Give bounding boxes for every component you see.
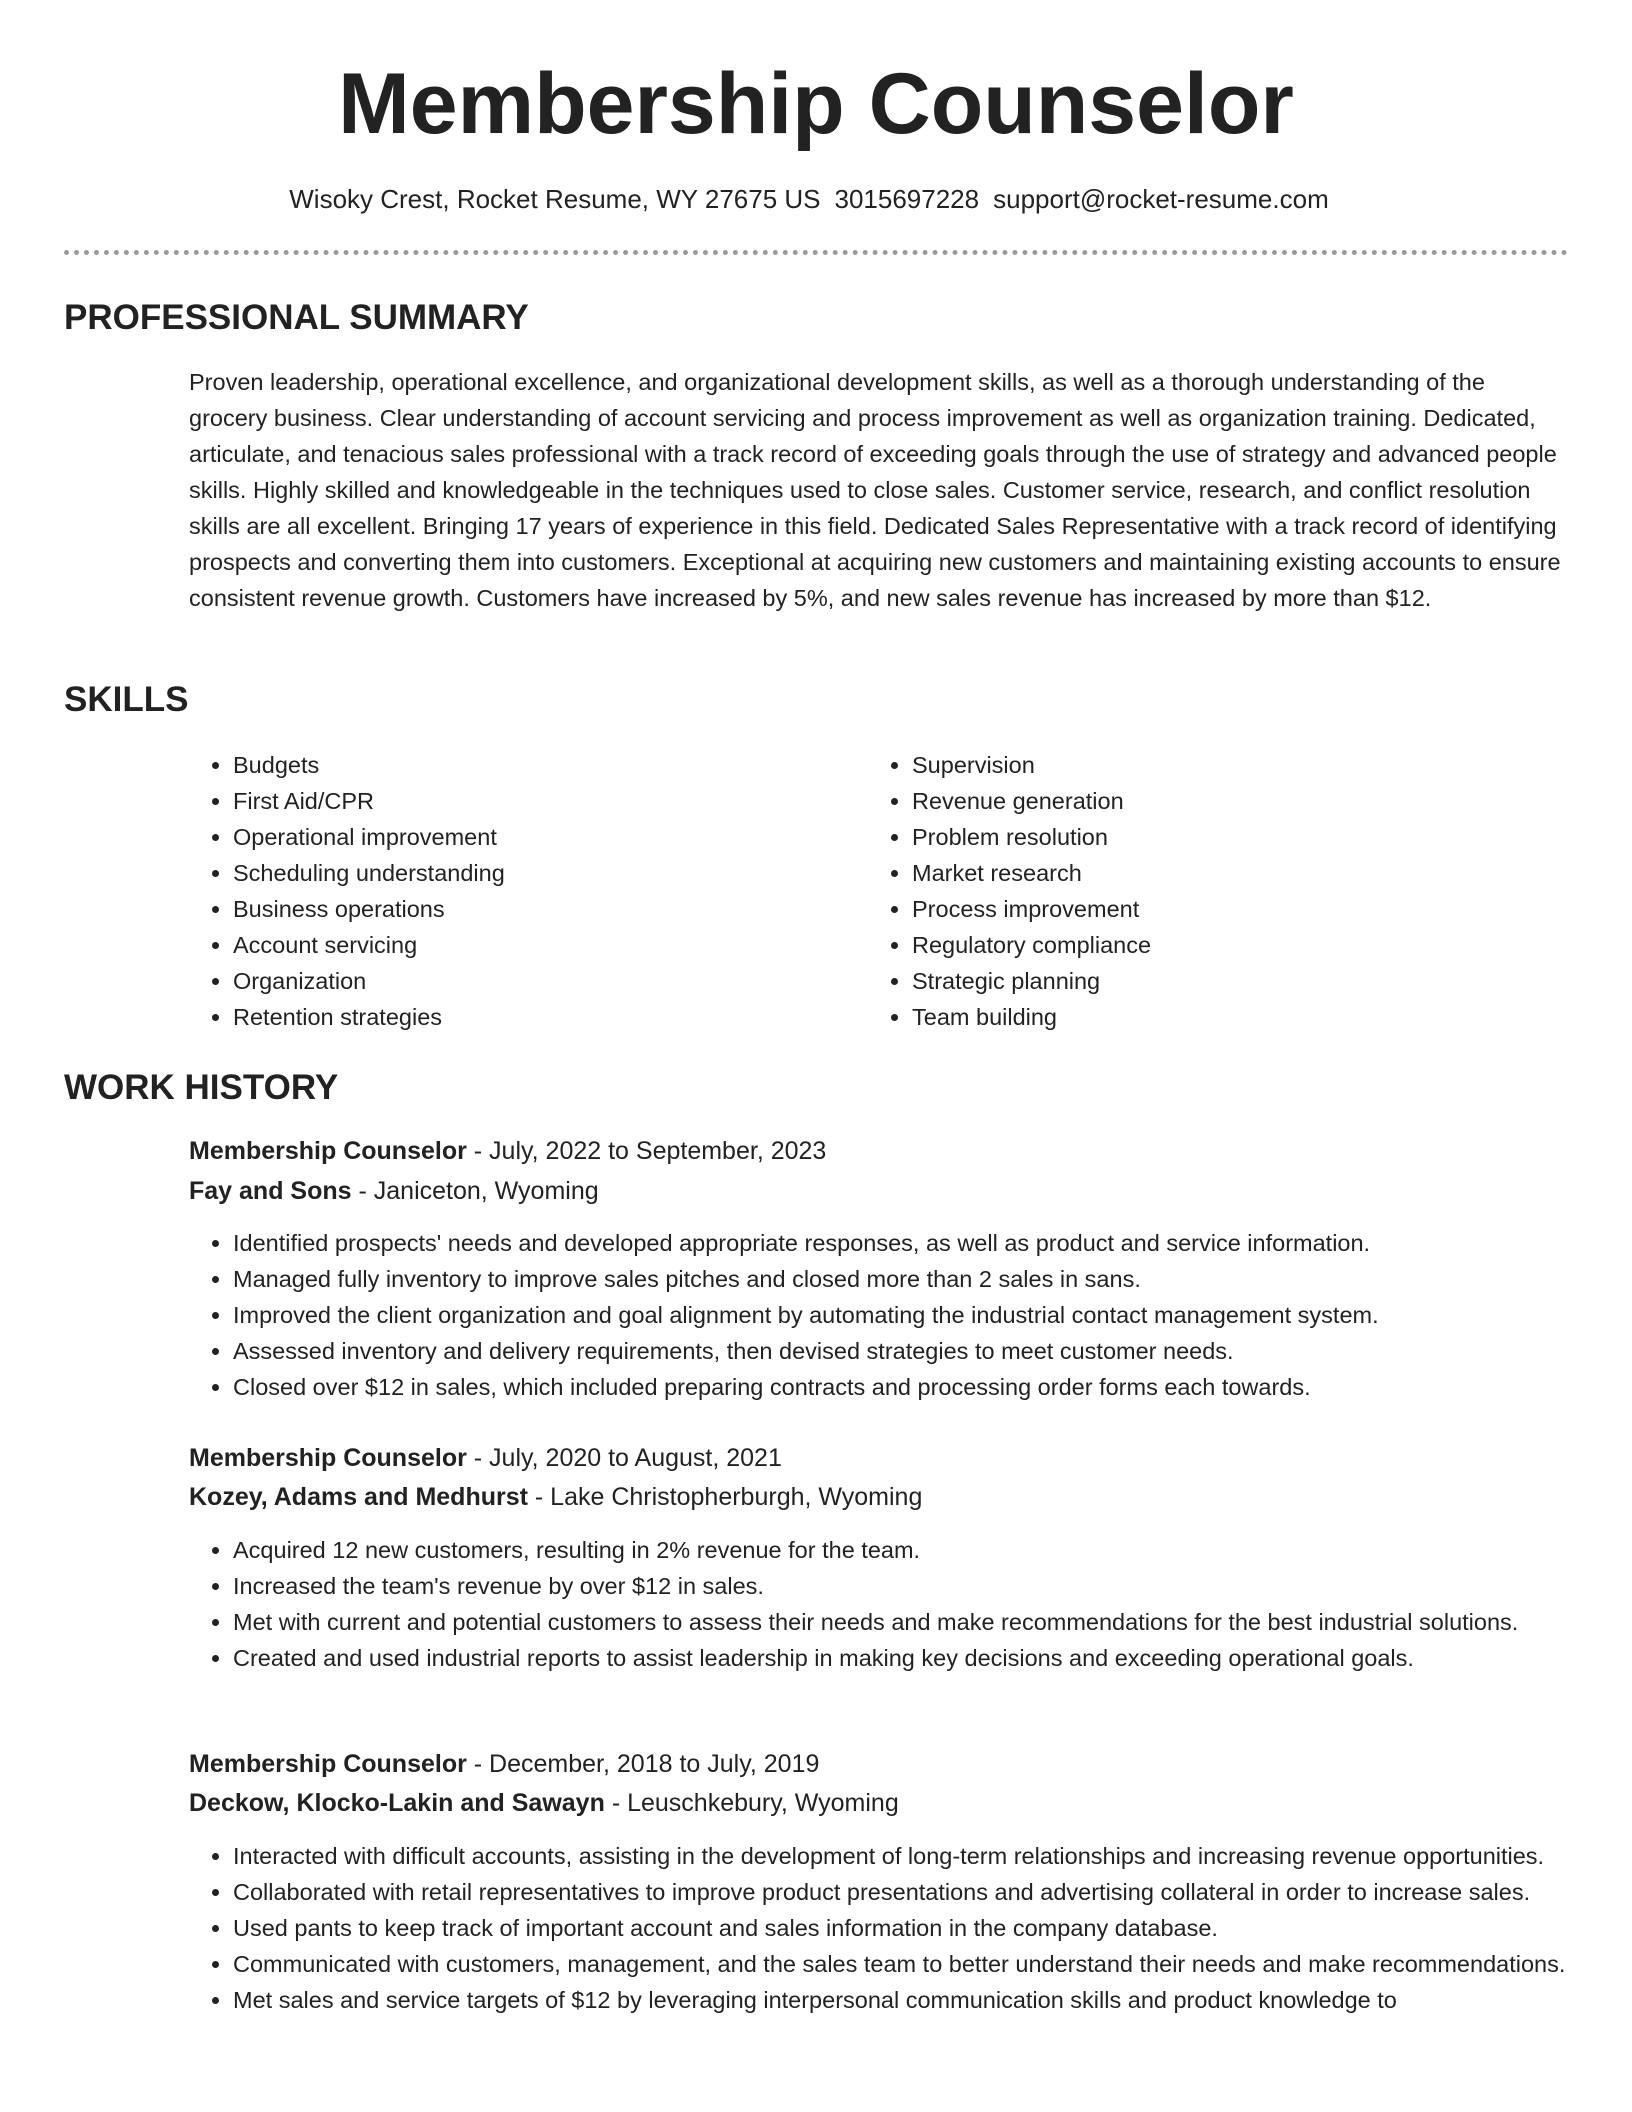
job-bullet: • Communicated with customers, management, and the sales team to better understand their needs and make recommendations. bbox=[233, 1946, 1569, 1982]
skills-heading: SKILLS bbox=[64, 680, 189, 719]
job-company: Kozey, Adams and Medhurst bbox=[189, 1483, 528, 1511]
job-title: Membership Counselor bbox=[189, 1444, 467, 1472]
job-bullet: • Managed fully inventory to improve sales pitches and closed more than 2 sales in sans. bbox=[233, 1261, 1569, 1297]
summary-heading: PROFESSIONAL SUMMARY bbox=[64, 298, 529, 337]
skill-item: • Supervision bbox=[912, 747, 1508, 783]
job-dates: - July, 2022 to September, 2023 bbox=[473, 1137, 827, 1165]
job-title-line bbox=[189, 1746, 819, 1782]
job-location: - Janiceton, Wyoming bbox=[358, 1177, 599, 1205]
job-title: Membership Counselor bbox=[189, 1137, 467, 1165]
job-bullet: • Used pants to keep track of important account and sales information in the company database. bbox=[233, 1910, 1569, 1946]
skill-item: • Revenue generation bbox=[912, 783, 1508, 819]
skill-item: • Regulatory compliance bbox=[912, 927, 1508, 963]
skills-list-left bbox=[189, 747, 829, 1035]
job-title: Membership Counselor bbox=[189, 1750, 467, 1778]
job-location: - Lake Christopherburgh, Wyoming bbox=[534, 1483, 923, 1511]
job-bullet: • Collaborated with retail representatives to improve product presentations and advertising collateral in order to increase sales. bbox=[233, 1874, 1569, 1910]
skills-column-left bbox=[189, 747, 829, 1035]
job-bullet: • Interacted with difficult accounts, assisting in the development of long-term relationships and increasing revenue opportunities. bbox=[233, 1838, 1569, 1874]
job-location: - Leuschkebury, Wyoming bbox=[611, 1789, 899, 1817]
job-bullets bbox=[189, 1532, 1569, 1676]
skill-item: • Team building bbox=[912, 999, 1508, 1035]
contact-email: support@rocket-resume.com bbox=[993, 184, 1329, 214]
summary-text: Proven leadership, operational excellence, and organizational development skills, as well as a thorough understanding of the grocery business. Clear understanding of account servicing and process improvement as well as organization training. Dedicated, articulate, and tenacious sales professional with a track record of exceeding goals through the use of strategy and advanced people skills. Highly skilled and knowledgeable in the techniques used to close sales. Customer service, research, and conflict resolution skills are all excellent. Bringing 17 years of experience in this field. Dedicated Sales Representative with a track record of identifying prospects and converting them into customers. Exceptional at acquiring new customers and maintaining existing accounts to ensure consistent revenue growth. Customers have increased by 5%, and new sales revenue has increased by more than $12. bbox=[189, 369, 1561, 611]
job-bullet: • Improved the client organization and goal alignment by automating the industrial contact management system. bbox=[233, 1297, 1569, 1333]
contact-address: Wisoky Crest, Rocket Resume, WY 27675 US bbox=[289, 184, 821, 214]
job-bullet: • Met sales and service targets of $12 by leveraging interpersonal communication skills and product knowledge to bbox=[233, 1982, 1569, 2018]
skill-item: • Strategic planning bbox=[912, 963, 1508, 999]
contact-line bbox=[0, 181, 1618, 217]
skill-item: • First Aid/CPR bbox=[233, 783, 829, 819]
job-title-line bbox=[189, 1133, 826, 1169]
work-history-heading: WORK HISTORY bbox=[64, 1068, 339, 1107]
job-bullets bbox=[189, 1838, 1569, 2018]
skill-item: • Scheduling understanding bbox=[233, 855, 829, 891]
skill-item: • Organization bbox=[233, 963, 829, 999]
skill-item: • Problem resolution bbox=[912, 819, 1508, 855]
skills-column-right bbox=[868, 747, 1508, 1035]
job-dates: - July, 2020 to August, 2021 bbox=[473, 1444, 782, 1472]
job-company: Deckow, Klocko-Lakin and Sawayn bbox=[189, 1789, 605, 1817]
job-dates: - December, 2018 to July, 2019 bbox=[473, 1750, 820, 1778]
job-company-line bbox=[189, 1479, 922, 1515]
job-bullet: • Met with current and potential customers to assess their needs and make recommendations for the best industrial solutions. bbox=[233, 1604, 1569, 1640]
job-title-line bbox=[189, 1440, 782, 1476]
skills-list-right bbox=[868, 747, 1508, 1035]
job-bullet: • Increased the team's revenue by over $12 in sales. bbox=[233, 1568, 1569, 1604]
resume-name: Membership Counselor bbox=[338, 56, 1294, 152]
skill-item: • Account servicing bbox=[233, 927, 829, 963]
skill-item: • Business operations bbox=[233, 891, 829, 927]
skill-item: • Budgets bbox=[233, 747, 829, 783]
skill-item: • Process improvement bbox=[912, 891, 1508, 927]
contact-phone: 3015697228 bbox=[834, 184, 980, 214]
job-company: Fay and Sons bbox=[189, 1177, 352, 1205]
job-bullet: • Created and used industrial reports to assist leadership in making key decisions and exceeding operational goals. bbox=[233, 1640, 1569, 1676]
job-company-line bbox=[189, 1173, 599, 1209]
job-bullet: • Closed over $12 in sales, which included preparing contracts and processing order forms each towards. bbox=[233, 1369, 1569, 1405]
skill-item: • Operational improvement bbox=[233, 819, 829, 855]
job-bullet: • Identified prospects' needs and developed appropriate responses, as well as product and service information. bbox=[233, 1225, 1569, 1261]
header-divider bbox=[64, 250, 1568, 255]
job-bullet: • Acquired 12 new customers, resulting in 2% revenue for the team. bbox=[233, 1532, 1569, 1568]
skill-item: • Retention strategies bbox=[233, 999, 829, 1035]
job-bullets bbox=[189, 1225, 1569, 1405]
job-company-line bbox=[189, 1785, 899, 1821]
job-bullet: • Assessed inventory and delivery requirements, then devised strategies to meet customer needs. bbox=[233, 1333, 1569, 1369]
skill-item: • Market research bbox=[912, 855, 1508, 891]
